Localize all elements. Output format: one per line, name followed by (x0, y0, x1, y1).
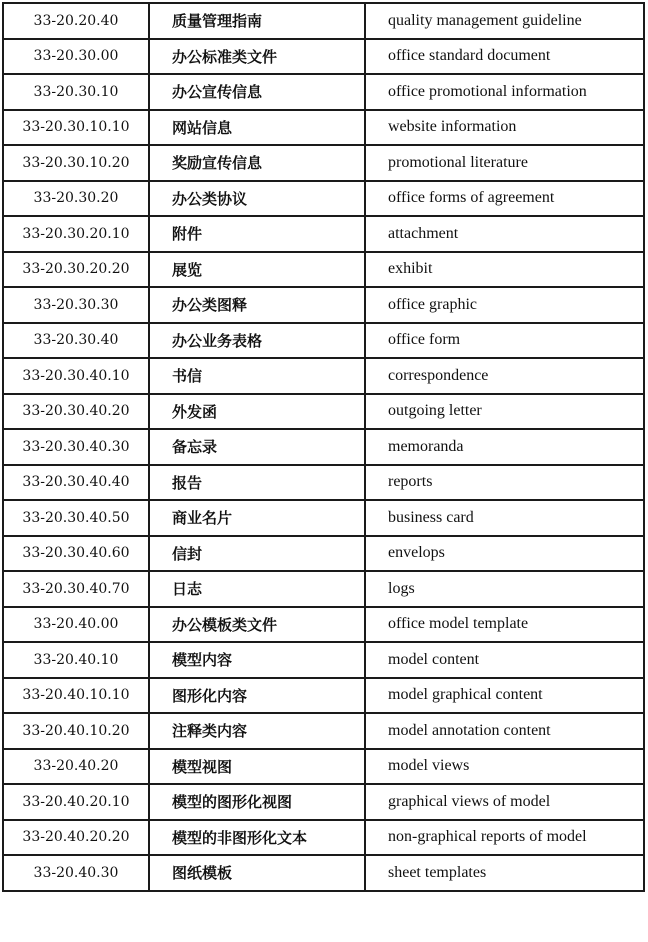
code-cell: 33-20.30.10.20 (3, 145, 149, 181)
english-name-cell: business card (365, 500, 644, 536)
code-cell: 33-20.30.00 (3, 39, 149, 75)
code-cell: 33-20.40.10 (3, 642, 149, 678)
chinese-name-cell: 办公业务表格 (149, 323, 365, 359)
table-row (3, 358, 644, 394)
chinese-name-cell: 信封 (149, 536, 365, 572)
table-row (3, 145, 644, 181)
code-cell: 33-20.30.20.10 (3, 216, 149, 252)
code-cell: 33-20.30.40.60 (3, 536, 149, 572)
chinese-name-cell: 书信 (149, 358, 365, 394)
code-cell: 33-20.30.40.70 (3, 571, 149, 607)
table-row (3, 749, 644, 785)
english-name-cell: sheet templates (365, 855, 644, 891)
english-name-cell: memoranda (365, 429, 644, 465)
table-row (3, 536, 644, 572)
table-row (3, 394, 644, 430)
chinese-name-cell: 办公类协议 (149, 181, 365, 217)
code-cell: 33-20.30.10 (3, 74, 149, 110)
english-name-cell: model content (365, 642, 644, 678)
english-name-cell: correspondence (365, 358, 644, 394)
chinese-name-cell: 注释类内容 (149, 713, 365, 749)
chinese-name-cell: 模型内容 (149, 642, 365, 678)
table-row (3, 110, 644, 146)
english-name-cell: model annotation content (365, 713, 644, 749)
code-cell: 33-20.40.10.20 (3, 713, 149, 749)
table-row (3, 855, 644, 891)
english-name-cell: exhibit (365, 252, 644, 288)
table-row (3, 323, 644, 359)
code-cell: 33-20.30.40.40 (3, 465, 149, 501)
english-name-cell: office standard document (365, 39, 644, 75)
code-cell: 33-20.40.20.20 (3, 820, 149, 856)
chinese-name-cell: 模型的非图形化文本 (149, 820, 365, 856)
english-name-cell: quality management guideline (365, 3, 644, 39)
classification-table (2, 2, 645, 892)
table-row (3, 500, 644, 536)
english-name-cell: non-graphical reports of model (365, 820, 644, 856)
english-name-cell: outgoing letter (365, 394, 644, 430)
code-cell: 33-20.30.20 (3, 181, 149, 217)
code-cell: 33-20.40.20 (3, 749, 149, 785)
code-cell: 33-20.40.00 (3, 607, 149, 643)
english-name-cell: reports (365, 465, 644, 501)
code-cell: 33-20.30.40.30 (3, 429, 149, 465)
table-row (3, 571, 644, 607)
code-cell: 33-20.30.20.20 (3, 252, 149, 288)
english-name-cell: promotional literature (365, 145, 644, 181)
chinese-name-cell: 办公标准类文件 (149, 39, 365, 75)
code-cell: 33-20.30.40 (3, 323, 149, 359)
english-name-cell: logs (365, 571, 644, 607)
table-row (3, 252, 644, 288)
chinese-name-cell: 附件 (149, 216, 365, 252)
english-name-cell: office promotional information (365, 74, 644, 110)
chinese-name-cell: 质量管理指南 (149, 3, 365, 39)
table-row (3, 181, 644, 217)
english-name-cell: model views (365, 749, 644, 785)
chinese-name-cell: 图形化内容 (149, 678, 365, 714)
table-row (3, 216, 644, 252)
chinese-name-cell: 模型的图形化视图 (149, 784, 365, 820)
code-cell: 33-20.30.40.20 (3, 394, 149, 430)
code-cell: 33-20.30.10.10 (3, 110, 149, 146)
chinese-name-cell: 日志 (149, 571, 365, 607)
table-row (3, 642, 644, 678)
code-cell: 33-20.40.20.10 (3, 784, 149, 820)
table-row (3, 784, 644, 820)
chinese-name-cell: 备忘录 (149, 429, 365, 465)
table-row (3, 39, 644, 75)
table-row (3, 74, 644, 110)
table-row (3, 3, 644, 39)
chinese-name-cell: 办公类图释 (149, 287, 365, 323)
chinese-name-cell: 图纸模板 (149, 855, 365, 891)
code-cell: 33-20.40.30 (3, 855, 149, 891)
english-name-cell: office form (365, 323, 644, 359)
chinese-name-cell: 办公宣传信息 (149, 74, 365, 110)
chinese-name-cell: 展览 (149, 252, 365, 288)
table-row (3, 465, 644, 501)
code-cell: 33-20.20.40 (3, 3, 149, 39)
table-row (3, 429, 644, 465)
table-row (3, 820, 644, 856)
code-cell: 33-20.40.10.10 (3, 678, 149, 714)
code-cell: 33-20.30.40.10 (3, 358, 149, 394)
english-name-cell: office graphic (365, 287, 644, 323)
english-name-cell: attachment (365, 216, 644, 252)
english-name-cell: graphical views of model (365, 784, 644, 820)
table-row (3, 678, 644, 714)
table-row (3, 713, 644, 749)
english-name-cell: office model template (365, 607, 644, 643)
chinese-name-cell: 奖励宣传信息 (149, 145, 365, 181)
english-name-cell: office forms of agreement (365, 181, 644, 217)
code-cell: 33-20.30.30 (3, 287, 149, 323)
code-cell: 33-20.30.40.50 (3, 500, 149, 536)
chinese-name-cell: 报告 (149, 465, 365, 501)
chinese-name-cell: 外发函 (149, 394, 365, 430)
english-name-cell: envelops (365, 536, 644, 572)
chinese-name-cell: 办公模板类文件 (149, 607, 365, 643)
english-name-cell: website information (365, 110, 644, 146)
classification-table-body (3, 3, 644, 891)
chinese-name-cell: 模型视图 (149, 749, 365, 785)
table-row (3, 607, 644, 643)
chinese-name-cell: 商业名片 (149, 500, 365, 536)
table-row (3, 287, 644, 323)
english-name-cell: model graphical content (365, 678, 644, 714)
chinese-name-cell: 网站信息 (149, 110, 365, 146)
